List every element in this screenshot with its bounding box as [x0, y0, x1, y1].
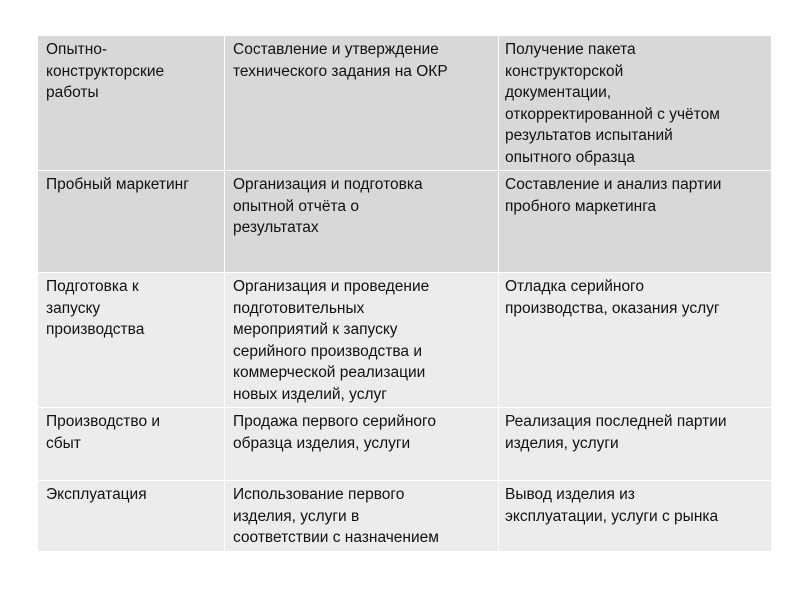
table-cell-stage: Производство и сбыт	[38, 408, 224, 480]
table-cell-end: Получение пакета конструкторской документации, откорректированной с учётом результатов испытаний опытного образца	[499, 36, 771, 170]
table-cell-start: Организация и подготовка опытной отчёта о результатах	[225, 171, 498, 272]
table-cell-end: Реализация последней партии изделия, услуги	[499, 408, 771, 480]
table-cell-start: Составление и утверждение технического задания на ОКР	[225, 36, 498, 170]
table-cell-start: Использование первого изделия, услуги в соответствии с назначением	[225, 481, 498, 551]
table-cell-end: Вывод изделия из эксплуатации, услуги с рынка	[499, 481, 771, 551]
table-cell-stage: Эксплуатация	[38, 481, 224, 551]
table-cell-end: Составление и анализ партии пробного маркетинга	[499, 171, 771, 272]
table-cell-stage: Опытно- конструкторские работы	[38, 36, 224, 170]
lifecycle-table	[38, 36, 771, 551]
table-cell-stage: Подготовка к запуску производства	[38, 273, 224, 407]
table-cell-end: Отладка серийного производства, оказания услуг	[499, 273, 771, 407]
table-cell-start: Продажа первого серийного образца изделия, услуги	[225, 408, 498, 480]
table-cell-stage: Пробный маркетинг	[38, 171, 224, 272]
table-cell-start: Организация и проведение подготовительных мероприятий к запуску серийного производства и коммерческой реализации новых изделий, услуг	[225, 273, 498, 407]
